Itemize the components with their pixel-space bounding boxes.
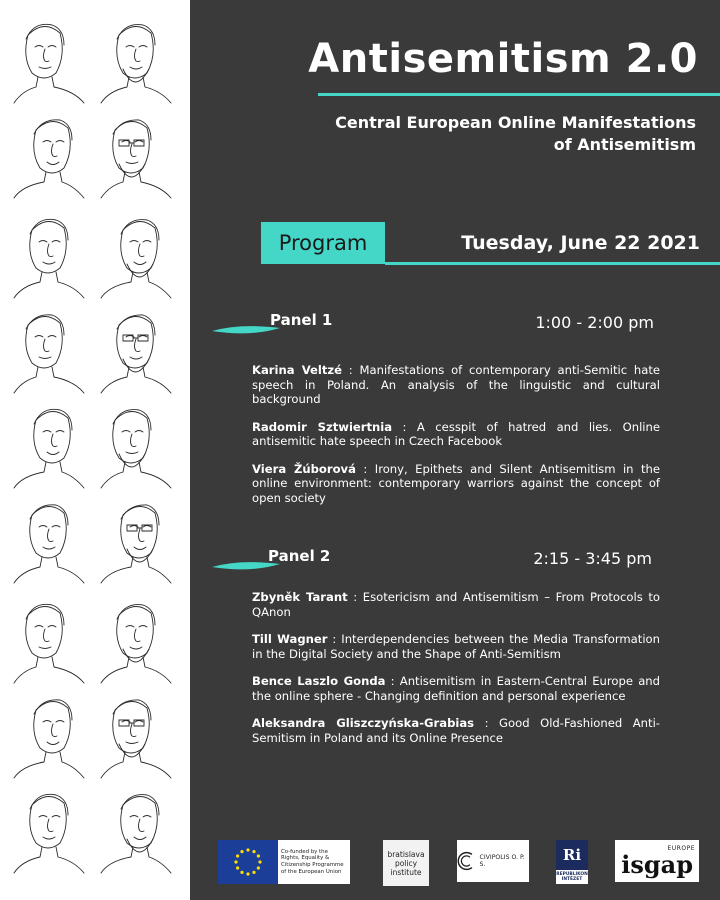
republikon-logo (556, 840, 588, 884)
talk-item (252, 462, 660, 506)
line-portrait-icon (8, 400, 88, 490)
talk-topic: Antisemitism in Eastern-Central Europe and the online sphere - Changing definition and personal experience (252, 674, 661, 703)
line-portrait-icon (95, 595, 175, 685)
event-date: Tuesday, June 22 2021 (461, 232, 700, 254)
speaker-name: Viera Žúborová (252, 461, 356, 476)
eu-flag-icon (218, 840, 278, 884)
bpi-word: bratislava (387, 849, 425, 859)
talk-item (252, 420, 660, 449)
talk-topic: Good Old-Fashioned Anti-Semitism in Poland and its Online Presence (252, 716, 660, 745)
talk-topic: Manifestations of contemporary anti-Semitic hate speech in Poland. An analysis of the linguistic and cultural background (252, 363, 660, 406)
panel-2-talks (252, 590, 660, 758)
speaker-name: Aleksandra Gliszczyńska-Grabias (252, 716, 475, 730)
isgap-europe-logo (615, 840, 699, 882)
civipolis-name: CIVIPOLIS O. P. S. (479, 854, 525, 868)
talk-item (252, 363, 660, 407)
speaker-separator: : (385, 674, 400, 688)
line-portrait-icon (8, 690, 88, 780)
panel-2-header (190, 547, 720, 577)
portrait-illustration-column (0, 0, 190, 900)
panel-1-header (190, 311, 720, 341)
line-portrait-icon (95, 495, 175, 585)
speaker-name: Radomir Sztwiertnia (252, 419, 393, 434)
speaker-separator: : (342, 363, 360, 377)
line-portrait-icon (95, 210, 175, 300)
speaker-separator: : (347, 590, 363, 604)
talk-topic: Interdependencies between the Media Transformation in the Digital Society and the Shape of Anti-Semitism (252, 632, 660, 661)
panel-1-time: 1:00 - 2:00 pm (535, 313, 654, 332)
line-portrait-icon (8, 305, 88, 395)
program-label: Program (261, 222, 385, 264)
talk-topic: Irony, Epithets and Silent Antisemitism in the online environment: contemporary warriors against the concept of open society (252, 461, 661, 505)
line-portrait-icon (8, 15, 88, 105)
speaker-name: Karina Veltzé (252, 363, 343, 377)
speaker-name: Zbyněk Tarant (252, 590, 348, 604)
republikon-mark: Ri (556, 840, 588, 870)
line-portrait-icon (95, 690, 175, 780)
title-divider (318, 93, 720, 96)
speaker-separator: : (355, 461, 375, 476)
line-portrait-icon (95, 400, 175, 490)
isgap-name: isgap (621, 849, 693, 879)
bratislava-policy-institute-logo (383, 840, 429, 886)
line-portrait-icon (95, 305, 175, 395)
line-portrait-icon (8, 785, 88, 875)
panel-1-label: Panel 1 (270, 311, 333, 329)
eu-cofunding-text: Co-funded by the Rights, Equality & Citizenship Programme of the European Union (281, 848, 344, 875)
speaker-name: Bence Laszlo Gonda (252, 674, 386, 688)
talk-item (252, 590, 660, 619)
line-portrait-icon (8, 110, 88, 200)
speaker-separator: : (392, 419, 417, 434)
talk-item (252, 674, 660, 703)
line-portrait-icon (8, 495, 88, 585)
civipolis-mark-icon (457, 850, 478, 872)
line-portrait-icon (95, 110, 175, 200)
panel-2-time: 2:15 - 3:45 pm (533, 549, 652, 568)
line-portrait-icon (95, 785, 175, 875)
line-portrait-icon (8, 210, 88, 300)
bpi-word: policy (394, 858, 418, 868)
panel-2-label: Panel 2 (268, 547, 331, 565)
speaker-separator: : (327, 632, 342, 646)
isgap-region: EUROPE (667, 844, 695, 852)
poster-title: Antisemitism 2.0 (308, 36, 698, 82)
line-portrait-icon (95, 15, 175, 105)
poster-subtitle: Central European Online Manifestations of Antisemitism (335, 113, 696, 154)
program-divider (385, 262, 720, 265)
civipolis-logo (457, 840, 529, 882)
event-poster-panel (190, 0, 720, 900)
bpi-word: institute (390, 867, 422, 877)
talk-item (252, 632, 660, 661)
talk-topic: A cesspit of hatred and lies. Online antisemitic hate speech in Czech Facebook (252, 419, 660, 448)
talk-topic: Esotericism and Antisemitism – From Protocols to QAnon (252, 590, 661, 619)
eu-cofunding-logo (218, 840, 350, 884)
speaker-separator: : (474, 716, 500, 730)
republikon-name: REPUBLIKON INTÉZET (556, 872, 588, 883)
panel-1-talks (252, 363, 660, 518)
line-portrait-icon (8, 595, 88, 685)
speaker-name: Till Wagner (252, 632, 328, 646)
talk-item (252, 716, 660, 745)
